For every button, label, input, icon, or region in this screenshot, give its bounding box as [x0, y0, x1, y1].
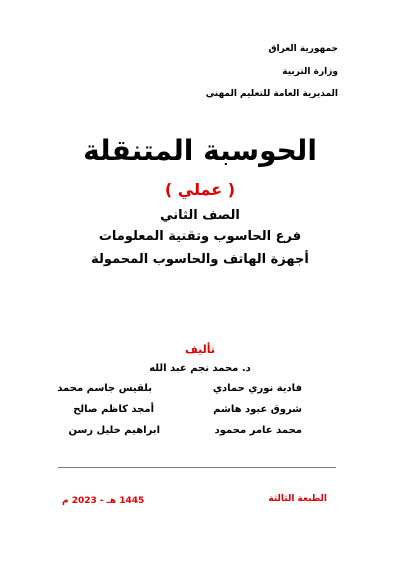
author-name: ابراهيم خليل رسن: [68, 425, 160, 436]
grade-label: الصف الثاني: [160, 208, 240, 223]
author-name: شروق عبود هاشم: [213, 404, 302, 415]
header-ministry: وزارة التربية: [282, 67, 338, 77]
divider-line: [58, 467, 336, 468]
publication-year: 1445 هـ - 2023 م: [62, 496, 145, 506]
author-name: بلقيس جاسم محمد: [57, 383, 152, 394]
author-name: أمجد كاظم صالح: [73, 404, 154, 415]
book-title: الحوسبة المتنقلة: [83, 134, 317, 167]
authors-heading: تأليف: [185, 343, 215, 356]
header-directorate: المديرية العامة للتعليم المهني: [205, 89, 338, 99]
branch-label: فرع الحاسوب وتقنية المعلومات: [98, 229, 302, 244]
author-name: محمد عامر محمود: [214, 425, 302, 436]
lead-author: د. محمد نجم عبد الله: [149, 363, 251, 374]
edition-label: الطبعة الثالثة: [268, 494, 327, 504]
specialization-label: أجهزة الهاتف والحاسوب المحمولة: [91, 252, 309, 267]
book-subtitle: ( عملي ): [164, 180, 236, 199]
header-republic: جمهورية العراق: [268, 44, 338, 54]
author-name: فادية نوري حمادي: [212, 383, 302, 394]
